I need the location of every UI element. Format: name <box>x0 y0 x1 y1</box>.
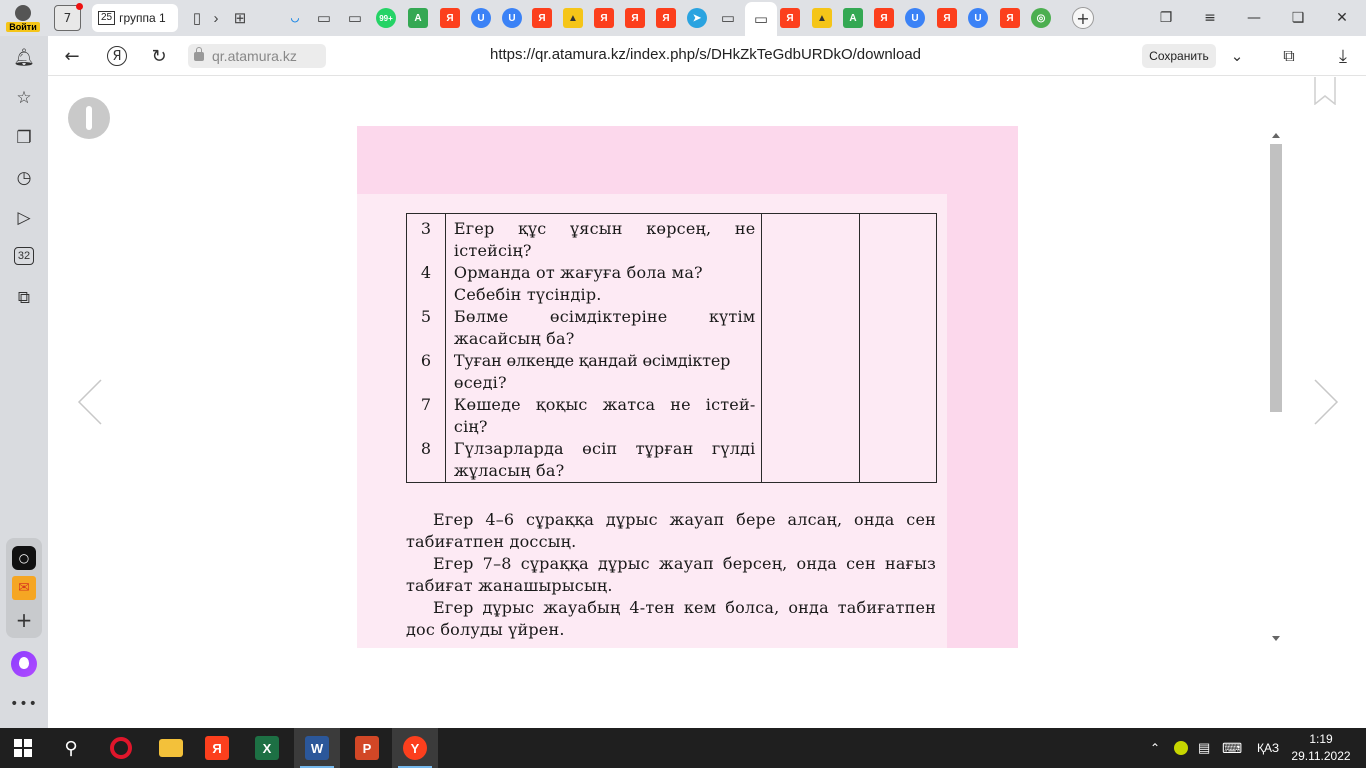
tab-chevron-right-icon[interactable]: › <box>213 9 219 27</box>
yandex-logo-icon[interactable]: Я <box>104 44 130 68</box>
tab-yandex-icon[interactable]: Я <box>594 8 614 28</box>
url-field[interactable]: https://qr.atamura.kz/index.php/s/DHkZkTeGdbURDkO/download <box>490 46 922 63</box>
excel-app-icon[interactable]: X <box>244 728 290 768</box>
calendar-badge: 32 <box>14 247 34 265</box>
app-launcher-icon[interactable]: ○ <box>12 546 36 570</box>
new-folder-icon[interactable]: ⊞ <box>233 10 247 27</box>
tab-count-button[interactable] <box>54 5 81 31</box>
tab-site-logo-icon[interactable]: ◡ <box>290 12 300 24</box>
scroll-up-arrow-icon[interactable] <box>1272 133 1280 138</box>
yandex-app-icon[interactable]: Y <box>392 728 438 768</box>
result-paragraphs <box>406 509 936 641</box>
tab-yandex-icon[interactable]: Я <box>780 8 800 28</box>
tab-count-value: 7 <box>63 11 72 25</box>
question-text: Гүлзарларда өсіп тұрған гүлді жұласың ба? <box>453 439 756 480</box>
close-window-icon[interactable]: ✕ <box>1336 10 1348 26</box>
back-arrow-icon[interactable]: ← <box>64 45 80 67</box>
address-bar <box>48 36 1366 76</box>
question-number: 5 <box>420 307 432 326</box>
new-tab-button[interactable] <box>1072 7 1094 29</box>
file-explorer-icon[interactable] <box>148 728 194 768</box>
tab-telegram-icon[interactable]: ➤ <box>687 8 707 28</box>
question-number: 7 <box>420 395 432 414</box>
viewer-menu-button[interactable] <box>68 97 110 139</box>
tab-image-icon[interactable]: ▲ <box>812 8 832 28</box>
tab-whatsapp-icon[interactable]: 99+ <box>376 8 396 28</box>
next-page-arrow-icon[interactable] <box>1310 377 1340 427</box>
tab-a-icon[interactable]: A <box>408 8 428 28</box>
scroll-down-arrow-icon[interactable] <box>1272 636 1280 641</box>
scrollbar-thumb[interactable] <box>1270 144 1282 412</box>
bookmark-icon[interactable] <box>1314 77 1336 105</box>
question-text-column <box>445 214 762 483</box>
user-avatar-icon <box>15 5 31 21</box>
answer-column-yes <box>762 214 860 483</box>
document-viewer <box>48 77 1366 728</box>
plus-icon: + <box>1076 8 1090 28</box>
prev-page-arrow-icon[interactable] <box>76 377 106 427</box>
tab-document-icon[interactable]: ▭ <box>347 10 363 27</box>
notification-dot-icon <box>76 3 83 10</box>
tray-chevron-up-icon[interactable]: ⌃ <box>1150 741 1161 755</box>
site-domain: qr.atamura.kz <box>212 48 297 64</box>
opera-app-icon[interactable] <box>98 728 144 768</box>
sidebar-apps-panel <box>6 538 42 638</box>
result-paragraph: Егер 4–6 сұраққа дұрыс жауап бере алсаң, онда сен табиғатпен доссың. <box>406 510 936 551</box>
share-icon[interactable]: ⧉ <box>1283 46 1295 65</box>
tab-a-icon[interactable]: A <box>843 8 863 28</box>
tab-yandex-icon[interactable]: Я <box>656 8 676 28</box>
tab-yandex-icon[interactable]: Я <box>874 8 894 28</box>
lock-icon <box>194 52 204 61</box>
video-play-icon[interactable]: ▷ <box>17 208 31 228</box>
collections-icon[interactable]: ❐ <box>16 128 32 148</box>
word-app-icon[interactable]: W <box>294 728 340 768</box>
question-text: Орманда от жағуға бола ма? Себебін түсіндір. <box>453 263 703 304</box>
answer-column-no <box>860 214 937 483</box>
tab-yandex-icon[interactable]: Я <box>1000 8 1020 28</box>
active-tab-document-icon[interactable]: ▭ <box>745 2 777 36</box>
question-number: 4 <box>420 263 432 282</box>
tab-unity-icon[interactable]: U <box>471 8 491 28</box>
alice-assistant-icon[interactable] <box>11 651 37 677</box>
screenshot-camera-icon[interactable]: ⧉ <box>17 288 31 308</box>
tab-unity-icon[interactable]: U <box>968 8 988 28</box>
mail-icon[interactable]: ✉ <box>12 576 36 600</box>
add-app-plus-icon[interactable]: + <box>15 608 33 632</box>
save-button[interactable]: Сохранить <box>1142 44 1216 68</box>
question-text: Бөлме өсімдіктеріне күтім жасайсың ба? <box>453 307 756 348</box>
chevron-down-icon[interactable]: ⌄ <box>1230 47 1244 65</box>
question-number: 8 <box>420 439 432 458</box>
tab-unity-icon[interactable]: U <box>502 8 522 28</box>
tab-yandex-icon[interactable]: Я <box>625 8 645 28</box>
tab-globe-icon[interactable]: ◎ <box>1031 8 1051 28</box>
more-dots-icon[interactable]: ••• <box>10 696 38 712</box>
minimize-icon[interactable]: — <box>1247 10 1261 26</box>
collections-icon[interactable]: ❐ <box>1159 10 1173 26</box>
result-paragraph: Егер 7–8 сұраққа дұрыс жауап берсең, онда сен нағыз табиғат жанашырысың. <box>406 554 936 595</box>
login-label: Войти <box>6 22 39 32</box>
restore-icon[interactable]: ❏ <box>1291 10 1305 26</box>
clock-date: 29.11.2022 <box>1291 749 1351 763</box>
login-button[interactable] <box>4 2 42 34</box>
language-indicator[interactable]: ҚАЗ <box>1257 741 1280 755</box>
tray-keyboard-icon[interactable]: ⌨ <box>1222 739 1243 756</box>
question-text: Туған өлкеңде қандай өсімдіктер өседі? <box>453 351 731 392</box>
tab-yandex-icon[interactable]: Я <box>532 8 552 28</box>
question-number: 6 <box>420 351 432 370</box>
taskbar-clock[interactable] <box>1290 731 1352 765</box>
clock-time: 1:19 <box>1309 732 1333 746</box>
search-icon[interactable]: ⚲ <box>64 737 78 759</box>
tray-network-icon[interactable]: ▤ <box>1198 740 1211 755</box>
vertical-scrollbar[interactable] <box>1269 133 1283 643</box>
windows-start-icon[interactable] <box>0 728 46 768</box>
tab-group[interactable] <box>92 4 178 32</box>
tab-group-number: 25 <box>98 11 115 25</box>
history-clock-icon[interactable]: ◷ <box>16 168 32 188</box>
sidebar-badge-button[interactable] <box>12 244 36 268</box>
bookmarks-star-icon[interactable]: ☆ <box>16 88 32 108</box>
tab-document-icon[interactable]: ▭ <box>316 10 332 27</box>
tab-page-icon[interactable]: ▯ <box>192 10 202 27</box>
page-content-panel <box>357 194 947 648</box>
tab-yandex-icon[interactable]: Я <box>440 8 460 28</box>
browser-sidebar <box>0 36 48 728</box>
question-number-column <box>407 214 446 483</box>
tray-app-icon[interactable] <box>1174 728 1188 768</box>
document-page <box>357 126 1018 648</box>
browser-menu-icon[interactable]: ≡ <box>1204 10 1216 26</box>
result-paragraph: Егер дұрыс жауабың 4-тен кем болса, онда табиғатпен дос болуды үйрен. <box>406 598 936 639</box>
question-number: 3 <box>420 219 432 238</box>
tab-group-label: группа 1 <box>119 11 166 25</box>
question-text: Егер құс ұясын көрсең, не істейсің? <box>453 219 756 260</box>
table-row <box>407 214 937 483</box>
yandex-browser-taskbar-icon[interactable]: Я <box>194 728 240 768</box>
browser-tab-bar <box>0 0 1366 36</box>
notifications-bell-icon[interactable]: 🔔︎ <box>13 48 35 68</box>
powerpoint-app-icon[interactable]: P <box>344 728 390 768</box>
tab-yandex-icon[interactable]: Я <box>937 8 957 28</box>
reload-icon[interactable]: ↻ <box>151 45 167 67</box>
question-text: Көшеде қоқыс жатса не істей- сің? <box>453 395 756 436</box>
tab-document-icon[interactable]: ▭ <box>720 10 736 27</box>
tab-image-icon[interactable]: ▲ <box>563 8 583 28</box>
tab-unity-icon[interactable]: U <box>905 8 925 28</box>
site-info-pill[interactable] <box>188 44 326 68</box>
questions-table <box>406 213 937 483</box>
download-icon[interactable]: ⤓ <box>1339 45 1347 67</box>
windows-taskbar <box>0 728 1366 768</box>
